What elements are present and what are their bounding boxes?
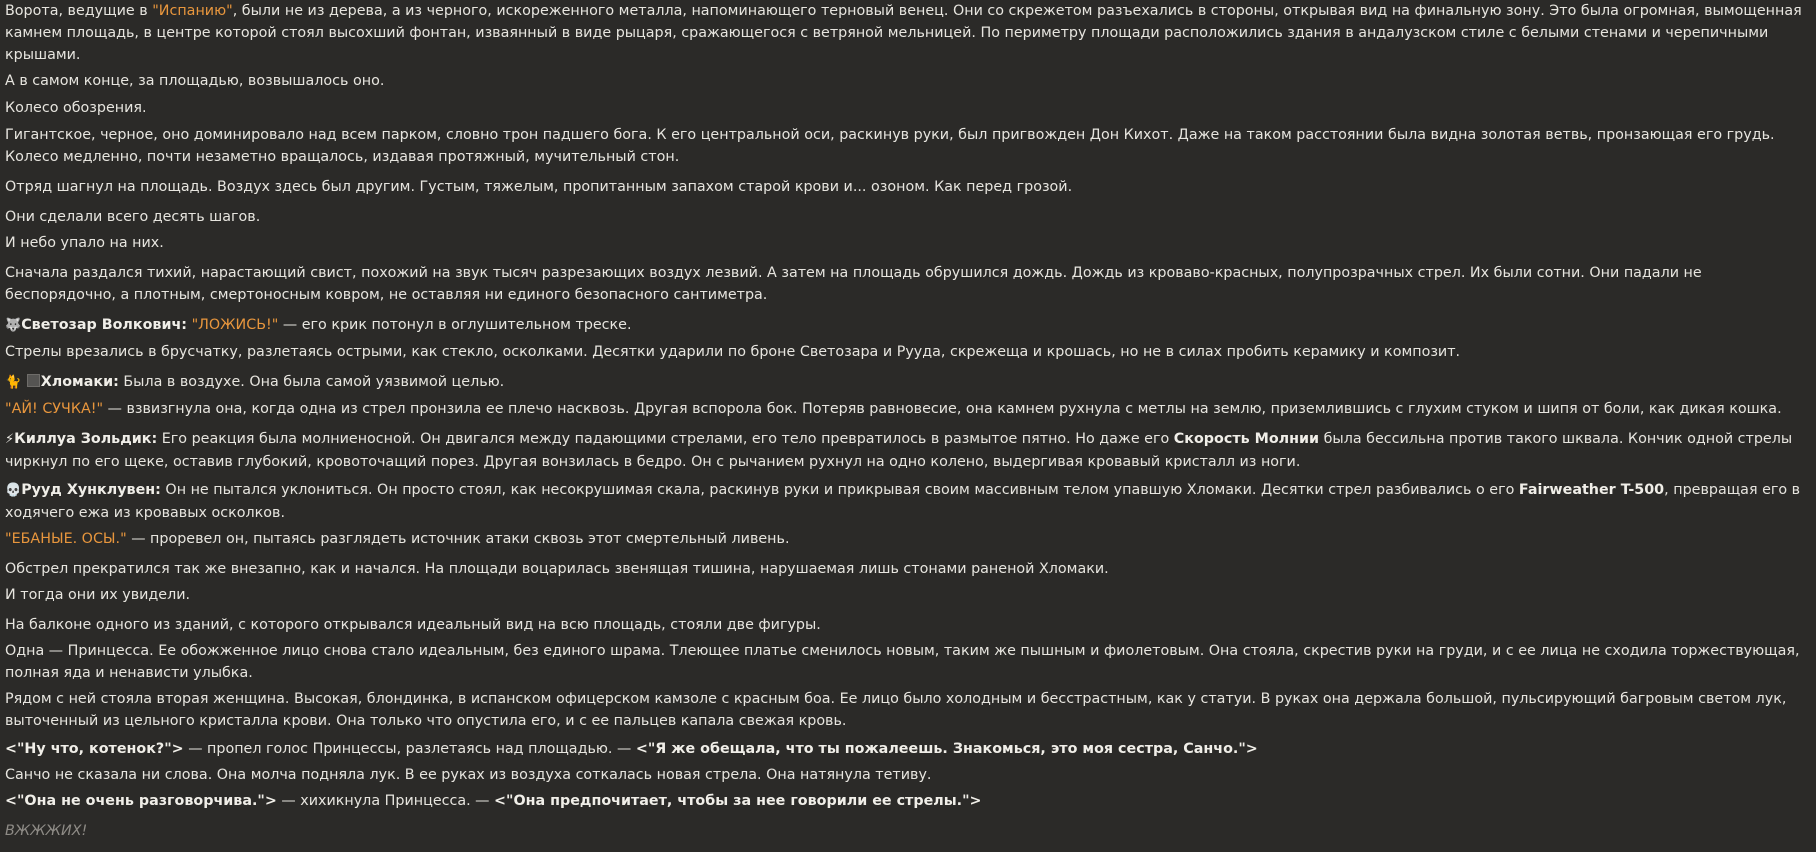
text: Его реакция была молниеносной. Он двигался между падающими стрелами, его тело превратилось в размытое пятно. Но даже его <box>157 431 1174 447</box>
story-text <box>5 0 1811 842</box>
text: Он не пытался уклониться. Он просто стоял, как несокрушимая скала, раскинув руки и прикрывая своим массивным телом упавшую Хломаки. Десятки стрел разбивались о его <box>160 482 1519 498</box>
paragraph <box>5 398 1811 420</box>
speaker-name: Киллуа Зольдик: <box>14 431 158 447</box>
text: , были не из дерева, а из черного, искореженного металла, напоминающего терновый венец. Они со скрежетом разъехались в стороны, открывая вид на финальную зону. Это была огромная, вымощенная камнем площадь, в центре которой стоял высохший фонтан, изваянный в виде рыцаря, сражающегося с ветряной мельницей. По периметру площади расположились здания в андалузском стиле с белыми стенами и черепичными крышами. <box>5 3 1802 63</box>
paragraph: А в самом конце, за площадью, возвышалось оно. <box>5 73 385 89</box>
quoted-text: "АЙ! СУЧКА!" <box>5 401 104 417</box>
speaker-name: Светозар Волкович: <box>21 317 188 333</box>
speaker-name: Рууд Хунклувен: <box>21 482 161 498</box>
paragraph <box>5 790 1811 812</box>
paragraph: Обстрел прекратился так же внезапно, как и начался. На площади воцарилась звенящая тишина, нарушаемая лишь стонами раненой Хломаки. <box>5 561 1109 577</box>
paragraph <box>5 428 1811 473</box>
paragraph: Сначала раздался тихий, нарастающий свист, похожий на звук тысяч разрезающих воздух лезвий. А затем на площадь обрушился дождь. Дождь из кроваво-красных, полупрозрачных стрел. Их были сотни. Они падали не беспорядочно, а плотным, смертоносным ковром, не оставляя ни единого безопасного сантиметра. <box>5 265 1702 303</box>
dialogue-quote: <"Она предпочитает, чтобы за нее говорили ее стрелы."> <box>494 793 982 809</box>
text: — хихикнула Принцесса. — <box>276 793 495 809</box>
text: — взвизгнула она, когда одна из стрел пронзила ее плечо насквозь. Другая вспорола бок. Потеряв равновесие, она камнем рухнула с метлы на землю, приземлившись с глухим стуком и шипя от боли, как дикая кошка. <box>103 401 1782 417</box>
paragraph: И небо упало на них. <box>5 235 164 251</box>
paragraph <box>5 738 1811 760</box>
bold-text: Fairweather T-500 <box>1518 482 1665 498</box>
paragraph <box>5 479 1811 524</box>
paragraph: Они сделали всего десять шагов. <box>5 209 261 225</box>
paragraph: Санчо не сказала ни слова. Она молча подняла лук. В ее руках из воздуха соткалась новая стрела. Она натянула тетиву. <box>5 767 932 783</box>
paragraph <box>5 0 1811 66</box>
black-square-icon <box>27 374 40 387</box>
cat-icon: 🐈 <box>5 375 22 390</box>
paragraph: Гигантское, черное, оно доминировало над всем парком, словно трон падшего бога. К его центральной оси, раскинув руки, был пригвожден Дон Кихот. Даже на таком расстоянии была видна золотая ветвь, пронзающая его грудь. Колесо медленно, почти незаметно вращалось, издавая протяжный, мучительный стон. <box>5 127 1775 165</box>
text: Ворота, ведущие в <box>5 3 153 19</box>
paragraph: Рядом с ней стояла вторая женщина. Высокая, блондинка, в испанском офицерском камзоле с красным боа. Ее лицо было холодным и бесстрастным, как у статуи. В руках она держала большой, пульсирующий багровым светом лук, выточенный из цельного кристалла крови. Она только что опустила его, и с ее пальцев капала свежая кровь. <box>5 691 1787 729</box>
paragraph: Стрелы врезались в брусчатку, разлетаясь острыми, как стекло, осколками. Десятки ударили по броне Светозара и Рууда, скрежеща и крошась, но не в силах пробить керамику и композит. <box>5 344 1461 360</box>
lightning-icon: ⚡ <box>5 432 15 447</box>
sound-effect: ВЖЖЖИХ! <box>5 823 88 839</box>
dialogue-quote: <"Она не очень разговорчива."> <box>5 793 277 809</box>
paragraph: Колесо обозрения. <box>5 100 147 116</box>
dialogue-quote: <"Я же обещала, что ты пожалеешь. Знакомься, это моя сестра, Санчо."> <box>635 741 1258 757</box>
paragraph <box>5 528 1811 550</box>
dialogue-quote: <"Ну что, котенок?"> <box>5 741 184 757</box>
quoted-text: "ЛОЖИСЬ!" <box>191 317 279 333</box>
paragraph <box>5 371 1811 394</box>
wolf-icon: 🐺 <box>5 318 22 333</box>
text: Была в воздухе. Она была самой уязвимой целью. <box>118 374 505 390</box>
text: — его крик потонул в оглушительном треске. <box>278 317 632 333</box>
text: — проревел он, пытаясь разглядеть источник атаки сквозь этот смертельный ливень. <box>126 531 790 547</box>
text: , превращая его в ходячего ежа из кровавых осколков. <box>5 482 1801 521</box>
paragraph: Отряд шагнул на площадь. Воздух здесь был другим. Густым, тяжелым, пропитанным запахом старой крови и... озоном. Как перед грозой. <box>5 179 1073 195</box>
paragraph: Одна — Принцесса. Ее обожженное лицо снова стало идеальным, без единого шрама. Тлеющее платье сменилось новым, таким же пышным и фиолетовым. Она стояла, скрестив руки на груди, и с ее лица не сходила торжествующая, полная яда и ненависти улыбка. <box>5 643 1800 681</box>
paragraph <box>5 314 1811 337</box>
text: — пропел голос Принцессы, разлетаясь над площадью. — <box>183 741 636 757</box>
speaker-name: Хломаки: <box>40 374 119 390</box>
quoted-text: "ЕБАНЫЕ. ОСЫ." <box>5 531 127 547</box>
bold-text: Скорость Молнии <box>1173 431 1320 447</box>
paragraph: На балконе одного из зданий, с которого открывался идеальный вид на всю площадь, стояли две фигуры. <box>5 617 821 633</box>
text: была бессильна против такого шквала. Кончик одной стрелы чиркнул по его щеке, оставив глубокий, кровоточащий порез. Другая вонзилась в бедро. Он с рычанием рухнул на одно колено, выдергивая кровавый кристалл из ноги. <box>5 431 1793 470</box>
quoted-text: "Испанию" <box>152 3 233 19</box>
skull-icon: 💀 <box>5 483 22 498</box>
paragraph: И тогда они их увидели. <box>5 587 191 603</box>
